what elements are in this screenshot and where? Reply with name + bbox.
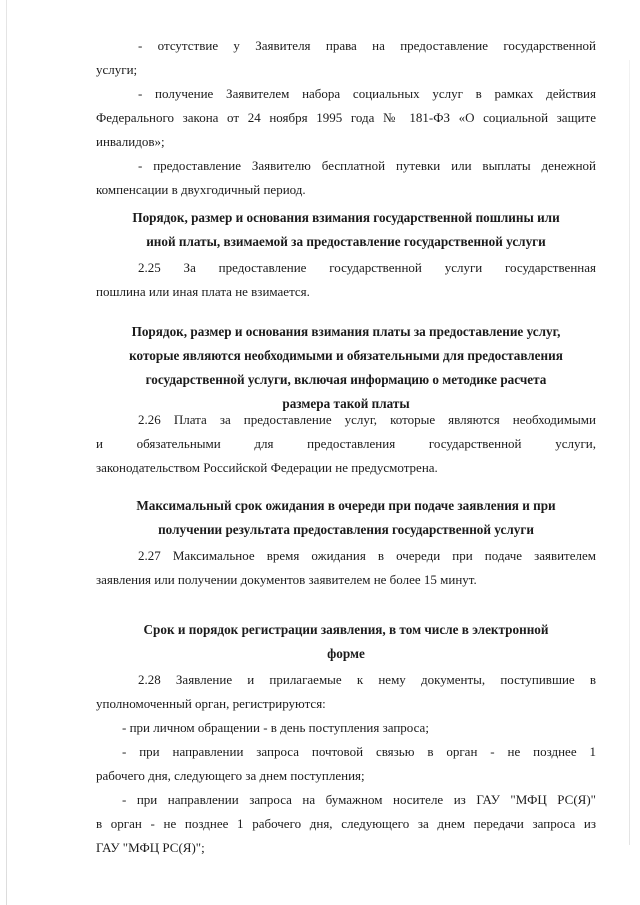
paragraph-2-26 bbox=[96, 408, 596, 480]
paragraph-line: и обязательными для предоставления государственной услуги, bbox=[96, 436, 596, 451]
paragraph-2-27 bbox=[96, 544, 596, 592]
heading-line: государственной услуги, включая информацию о методике расчета bbox=[145, 372, 547, 387]
paragraph-line: 2.27 Максимальное время ожидания в очереди при подаче заявителем bbox=[138, 548, 596, 563]
heading-line: получении результата предоставления государственной услуги bbox=[158, 522, 534, 537]
paragraph-line: заявления или получении документов заявителем не более 15 минут. bbox=[96, 572, 477, 587]
list-item-continued: инвалидов»; bbox=[96, 134, 165, 149]
refusal-grounds-list bbox=[96, 34, 596, 202]
heading-line: которые являются необходимыми и обязательными для предоставления bbox=[129, 348, 563, 363]
scan-edge-left bbox=[6, 0, 7, 905]
list-item-continued: ГАУ "МФЦ РС(Я)"; bbox=[96, 840, 205, 855]
list-item-continued: рабочего дня, следующего за днем поступления; bbox=[96, 768, 365, 783]
paragraph-2-28 bbox=[96, 668, 596, 860]
paragraph-line: пошлина или иная плата не взимается. bbox=[96, 284, 310, 299]
section-heading-fee-for-services bbox=[96, 320, 596, 416]
heading-line: Срок и порядок регистрации заявления, в том числе в электронной bbox=[143, 622, 549, 637]
heading-line: иной платы, взимаемой за предоставление государственной услуги bbox=[146, 234, 546, 249]
heading-line: форме bbox=[327, 646, 365, 661]
heading-line: Максимальный срок ожидания в очереди при подаче заявления и при bbox=[136, 498, 556, 513]
heading-line: Порядок, размер и основания взимания государственной пошлины или bbox=[132, 210, 560, 225]
list-item-continued: услуги; bbox=[96, 62, 138, 77]
scan-edge-right bbox=[629, 60, 630, 845]
section-heading-queue-time bbox=[96, 494, 596, 542]
list-item: - предоставление Заявителю бесплатной путевки или выплаты денежной bbox=[138, 158, 596, 173]
section-heading-registration bbox=[96, 618, 596, 666]
list-item-continued: в орган - не позднее 1 рабочего дня, следующего за днем передачи запроса из bbox=[96, 816, 596, 831]
paragraph-line: 2.25 За предоставление государственной услуги государственная bbox=[138, 260, 596, 275]
list-item: - получение Заявителем набора социальных услуг в рамках действия bbox=[138, 86, 596, 101]
heading-line: размера такой платы bbox=[282, 396, 410, 411]
paragraph-2-25 bbox=[96, 256, 596, 304]
list-item: - при направлении запроса на бумажном носителе из ГАУ "МФЦ РС(Я)" bbox=[122, 792, 596, 807]
list-item-continued: Федерального закона от 24 ноября 1995 года № 181-ФЗ «О социальной защите bbox=[96, 110, 596, 125]
paragraph-line: 2.28 Заявление и прилагаемые к нему документы, поступившие в bbox=[138, 672, 596, 687]
list-item: - отсутствие у Заявителя права на предоставление государственной bbox=[138, 38, 596, 53]
paragraph-line: законодательством Российской Федерации не предусмотрена. bbox=[96, 460, 438, 475]
paragraph-line: уполномоченный орган, регистрируются: bbox=[96, 696, 326, 711]
list-item: - при направлении запроса почтовой связью в орган - не позднее 1 bbox=[122, 744, 596, 759]
list-item-continued: компенсации в двухгодичный период. bbox=[96, 182, 306, 197]
paragraph-line: 2.26 Плата за предоставление услуг, которые являются необходимыми bbox=[138, 412, 596, 427]
list-item: - при личном обращении - в день поступления запроса; bbox=[122, 720, 429, 735]
heading-line: Порядок, размер и основания взимания платы за предоставление услуг, bbox=[131, 324, 561, 339]
section-heading-state-duty bbox=[96, 206, 596, 254]
